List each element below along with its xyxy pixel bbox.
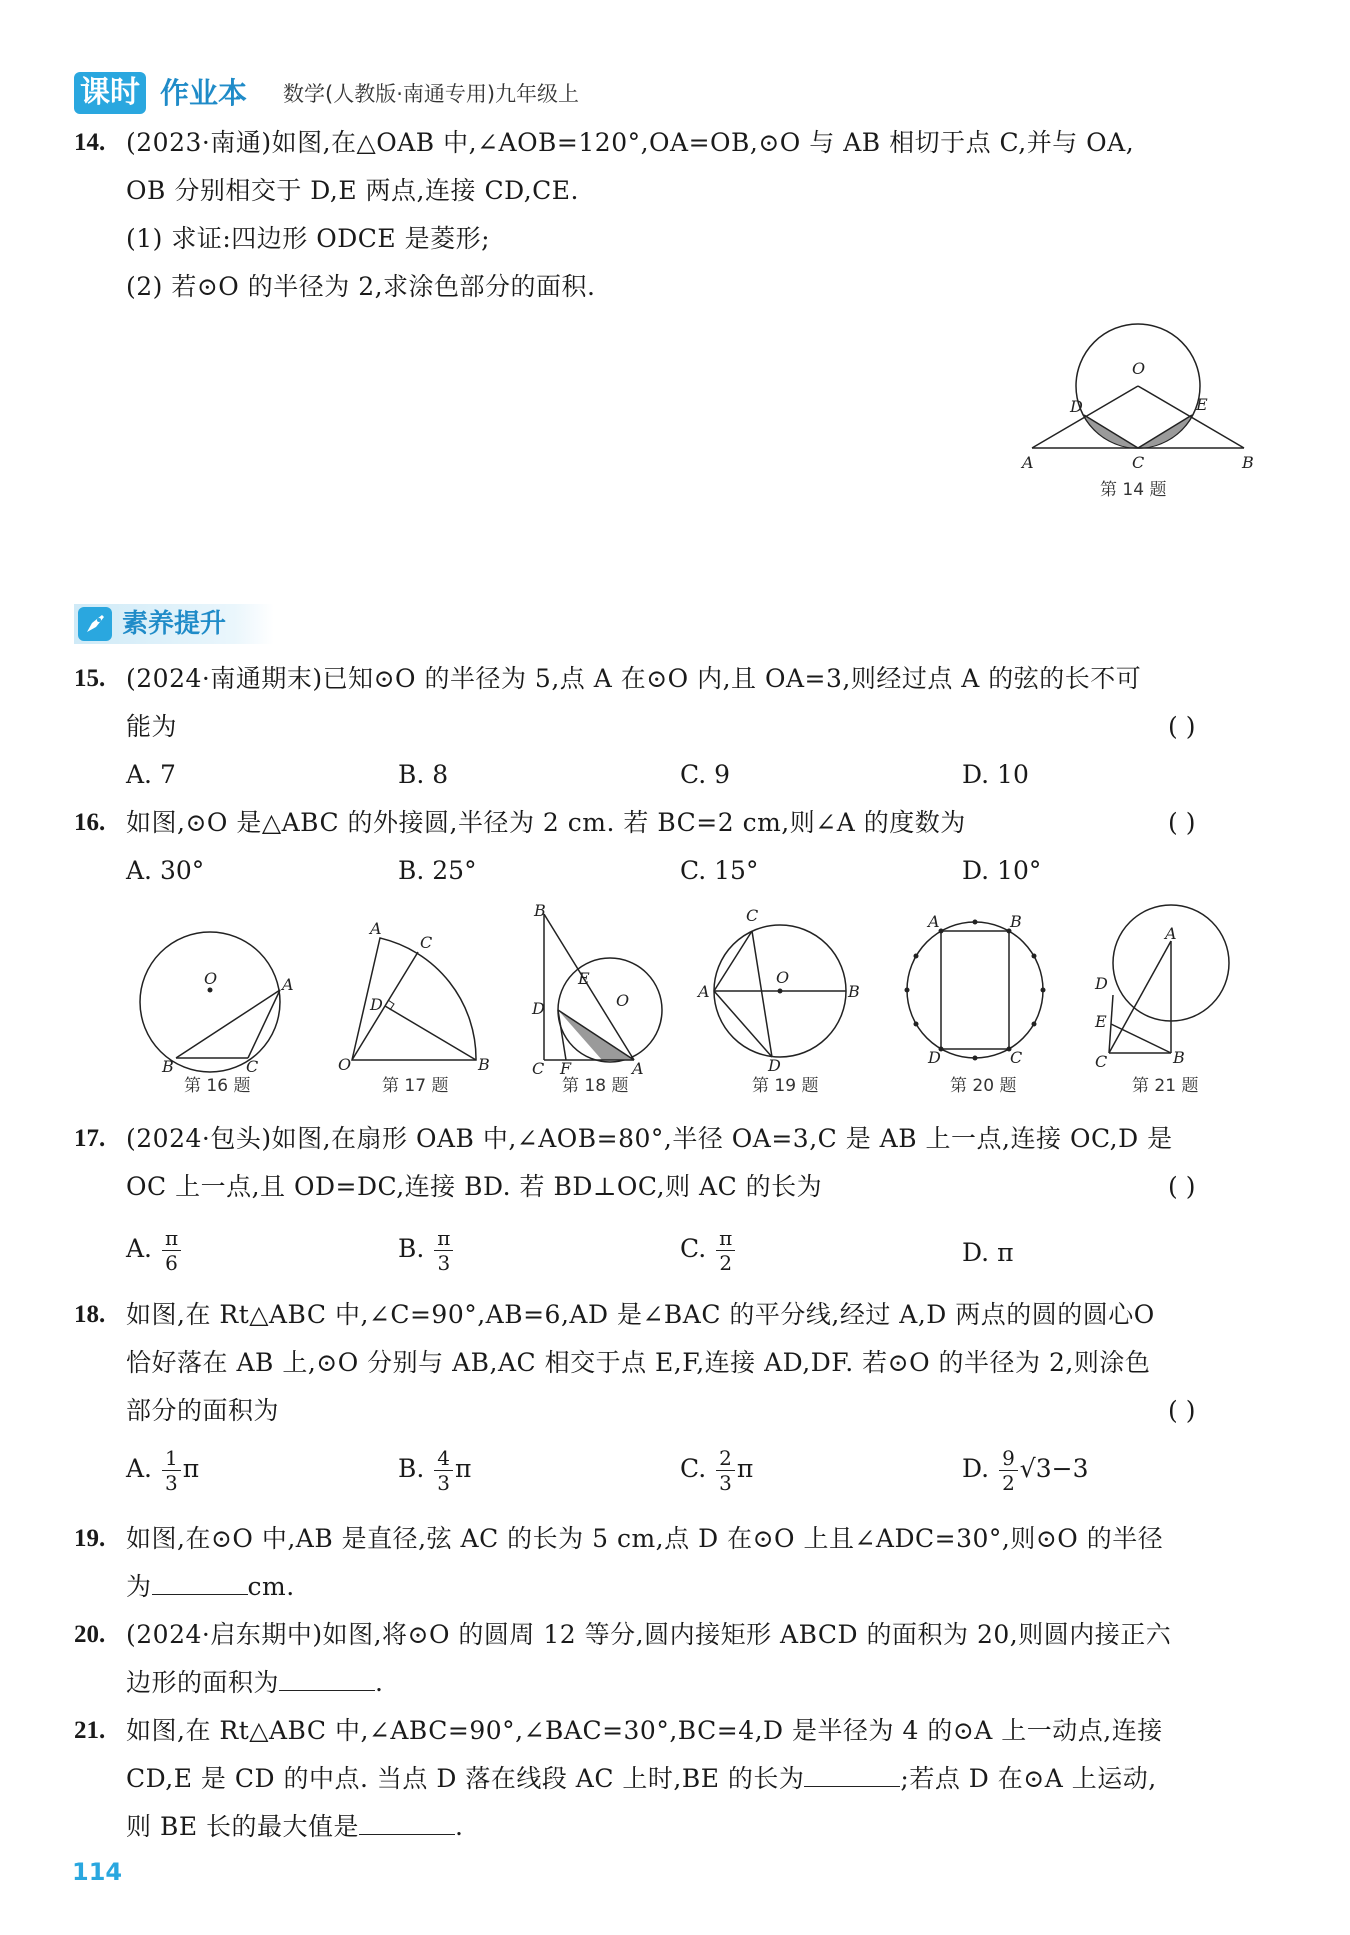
- q15-option-d: D. 10: [962, 760, 1029, 789]
- brand-logo: 课时: [74, 72, 146, 114]
- figure-17-caption: 第 17 题: [382, 1076, 449, 1096]
- svg-text:A: A: [370, 920, 382, 938]
- q20-number: 20.: [74, 1621, 106, 1648]
- svg-text:A: A: [282, 975, 294, 994]
- svg-text:C: C: [246, 1057, 259, 1076]
- q21-answer-blank-2[interactable]: [359, 1810, 455, 1835]
- q18-line3: 部分的面积为: [126, 1396, 280, 1425]
- figure-19-caption: 第 19 题: [752, 1076, 819, 1096]
- q14-figure: [1010, 318, 1260, 478]
- q21-line3: 则 BE 长的最大值是 .: [126, 1812, 464, 1841]
- svg-text:O: O: [204, 969, 218, 988]
- figure-18: [520, 900, 670, 1080]
- q15-line2: 能为: [126, 712, 178, 741]
- q14-label-B: B: [1242, 453, 1254, 472]
- q14-label-D: D: [1070, 397, 1083, 416]
- q15-answer-paren: ( ): [1168, 712, 1196, 741]
- svg-text:B: B: [1010, 912, 1022, 931]
- svg-text:B: B: [534, 901, 546, 920]
- q21-line1: 如图,在 Rt△ABC 中,∠ABC=90°,∠BAC=30°,BC=4,D 是半径为 4 的⊙A 上一动点,连接: [126, 1716, 1163, 1745]
- q21-line2: CD,E 是 CD 的中点. 当点 D 落在线段 AC 上时,BE 的长为 ;若点 D 在⊙A 上运动,: [126, 1764, 1157, 1793]
- svg-text:D: D: [532, 999, 545, 1018]
- q14-label-C: C: [1132, 453, 1145, 472]
- figure-17: [330, 920, 500, 1080]
- q15-option-a: A. 7: [126, 760, 176, 789]
- q19-line2: 为 cm.: [126, 1572, 295, 1601]
- svg-text:E: E: [578, 969, 590, 988]
- q14-caption: 第 14 题: [1100, 480, 1167, 500]
- q17-option-c: C. $\frac{\pi}{2}$: [680, 1226, 737, 1275]
- svg-text:C: C: [1010, 1048, 1023, 1067]
- q21-answer-blank-1[interactable]: [804, 1762, 900, 1787]
- q16-line1: 如图,⊙O 是△ABC 的外接圆,半径为 2 cm. 若 BC=2 cm,则∠A 的度数为: [126, 808, 966, 837]
- q15-option-b: B. 8: [398, 760, 449, 789]
- book-title: 作业本: [160, 76, 248, 110]
- q14-line1: (2023·南通)如图,在△OAB 中,∠AOB=120°,OA=OB,⊙O 与 AB 相切于点 C,并与 OA,: [126, 128, 1135, 157]
- page-number: 114: [72, 1858, 123, 1886]
- svg-text:D: D: [1095, 974, 1108, 993]
- svg-text:B: B: [478, 1055, 490, 1074]
- q18-option-b: B. $\frac{4}{3}$ π: [398, 1446, 472, 1495]
- q17-number: 17.: [74, 1125, 106, 1152]
- svg-text:D: D: [768, 1056, 781, 1075]
- q16-option-b: B. 25°: [398, 856, 477, 885]
- svg-text:A: A: [1165, 924, 1177, 943]
- q17-line2: OC 上一点,且 OD=DC,连接 BD. 若 BD⊥OC,则 AC 的长为: [126, 1172, 823, 1201]
- q20-answer-blank[interactable]: [279, 1666, 375, 1691]
- svg-text:O: O: [338, 1055, 352, 1074]
- svg-text:A: A: [632, 1059, 644, 1078]
- q19-answer-blank[interactable]: [152, 1570, 248, 1595]
- q14-number: 14.: [74, 129, 106, 156]
- q17-option-d: D. π: [962, 1238, 1014, 1267]
- q18-answer-paren: ( ): [1168, 1396, 1196, 1425]
- q18-option-c: C. $\frac{2}{3}$ π: [680, 1446, 754, 1495]
- figure-18-caption: 第 18 题: [562, 1076, 629, 1096]
- figure-20: [890, 905, 1060, 1075]
- svg-text:B: B: [1173, 1048, 1185, 1067]
- q14-label-O: O: [1132, 359, 1146, 378]
- q18-number: 18.: [74, 1301, 106, 1328]
- q15-line1: (2024·南通期末)已知⊙O 的半径为 5,点 A 在⊙O 内,且 OA=3,则经过点 A 的弦的长不可: [126, 664, 1142, 693]
- q17-line1: (2024·包头)如图,在扇形 OAB 中,∠AOB=80°,半径 OA=3,C 是 AB 上一点,连接 OC,D 是: [126, 1124, 1173, 1153]
- svg-text:B: B: [162, 1057, 174, 1076]
- section-title: 素养提升: [122, 609, 227, 639]
- q18-option-a: A. $\frac{1}{3}$ π: [126, 1446, 200, 1495]
- q17-answer-paren: ( ): [1168, 1172, 1196, 1201]
- q20-line1: (2024·启东期中)如图,将⊙O 的圆周 12 等分,圆内接矩形 ABCD 的面积为 20,则圆内接正六: [126, 1620, 1172, 1649]
- svg-text:A: A: [928, 912, 940, 931]
- figure-20-caption: 第 20 题: [950, 1076, 1017, 1096]
- svg-text:B: B: [848, 982, 860, 1001]
- q15-number: 15.: [74, 665, 106, 692]
- q14-line2: OB 分别相交于 D,E 两点,连接 CD,CE.: [126, 176, 580, 205]
- svg-text:E: E: [1095, 1012, 1107, 1031]
- svg-text:A: A: [698, 982, 710, 1001]
- svg-text:O: O: [776, 968, 790, 987]
- svg-text:D: D: [928, 1048, 941, 1067]
- q19-number: 19.: [74, 1525, 106, 1552]
- book-subtitle: 数学(人教版·南通专用)九年级上: [283, 82, 580, 106]
- q17-option-b: B. $\frac{\pi}{3}$: [398, 1226, 455, 1275]
- q16-option-c: C. 15°: [680, 856, 759, 885]
- q16-option-d: D. 10°: [962, 856, 1042, 885]
- figure-16: [130, 920, 300, 1080]
- svg-text:C: C: [420, 933, 433, 952]
- q18-option-d: D. $\frac{9}{2}$ √3−3: [962, 1446, 1089, 1495]
- svg-text:O: O: [616, 991, 630, 1010]
- q17-option-a: A. $\frac{\pi}{6}$: [126, 1226, 183, 1275]
- figure-16-caption: 第 16 题: [184, 1076, 251, 1096]
- figure-21: [1085, 895, 1255, 1075]
- q16-answer-paren: ( ): [1168, 808, 1196, 837]
- q14-line4: (2) 若⊙O 的半径为 2,求涂色部分的面积.: [126, 272, 596, 301]
- q20-line2: 边形的面积为 .: [126, 1668, 384, 1697]
- svg-text:F: F: [560, 1059, 572, 1078]
- svg-text:C: C: [746, 906, 759, 925]
- figure-19: [690, 905, 860, 1075]
- q18-line1: 如图,在 Rt△ABC 中,∠C=90°,AB=6,AD 是∠BAC 的平分线,经过 A,D 两点的圆的圆心O: [126, 1300, 1155, 1329]
- q15-option-c: C. 9: [680, 760, 731, 789]
- svg-text:D: D: [370, 995, 383, 1014]
- q18-line2: 恰好落在 AB 上,⊙O 分别与 AB,AC 相交于点 E,F,连接 AD,DF. 若⊙O 的半径为 2,则涂色: [126, 1348, 1151, 1377]
- q21-number: 21.: [74, 1717, 106, 1744]
- q19-line1: 如图,在⊙O 中,AB 是直径,弦 AC 的长为 5 cm,点 D 在⊙O 上且∠ADC=30°,则⊙O 的半径: [126, 1524, 1164, 1553]
- svg-text:C: C: [1095, 1052, 1108, 1071]
- q14-label-A: A: [1022, 453, 1034, 472]
- q14-line3: (1) 求证:四边形 ODCE 是菱形;: [126, 224, 491, 253]
- rocket-icon: [78, 607, 112, 641]
- q16-option-a: A. 30°: [126, 856, 205, 885]
- q16-number: 16.: [74, 809, 106, 836]
- figure-21-caption: 第 21 题: [1132, 1076, 1199, 1096]
- q14-label-E: E: [1196, 395, 1208, 414]
- svg-text:C: C: [532, 1059, 545, 1078]
